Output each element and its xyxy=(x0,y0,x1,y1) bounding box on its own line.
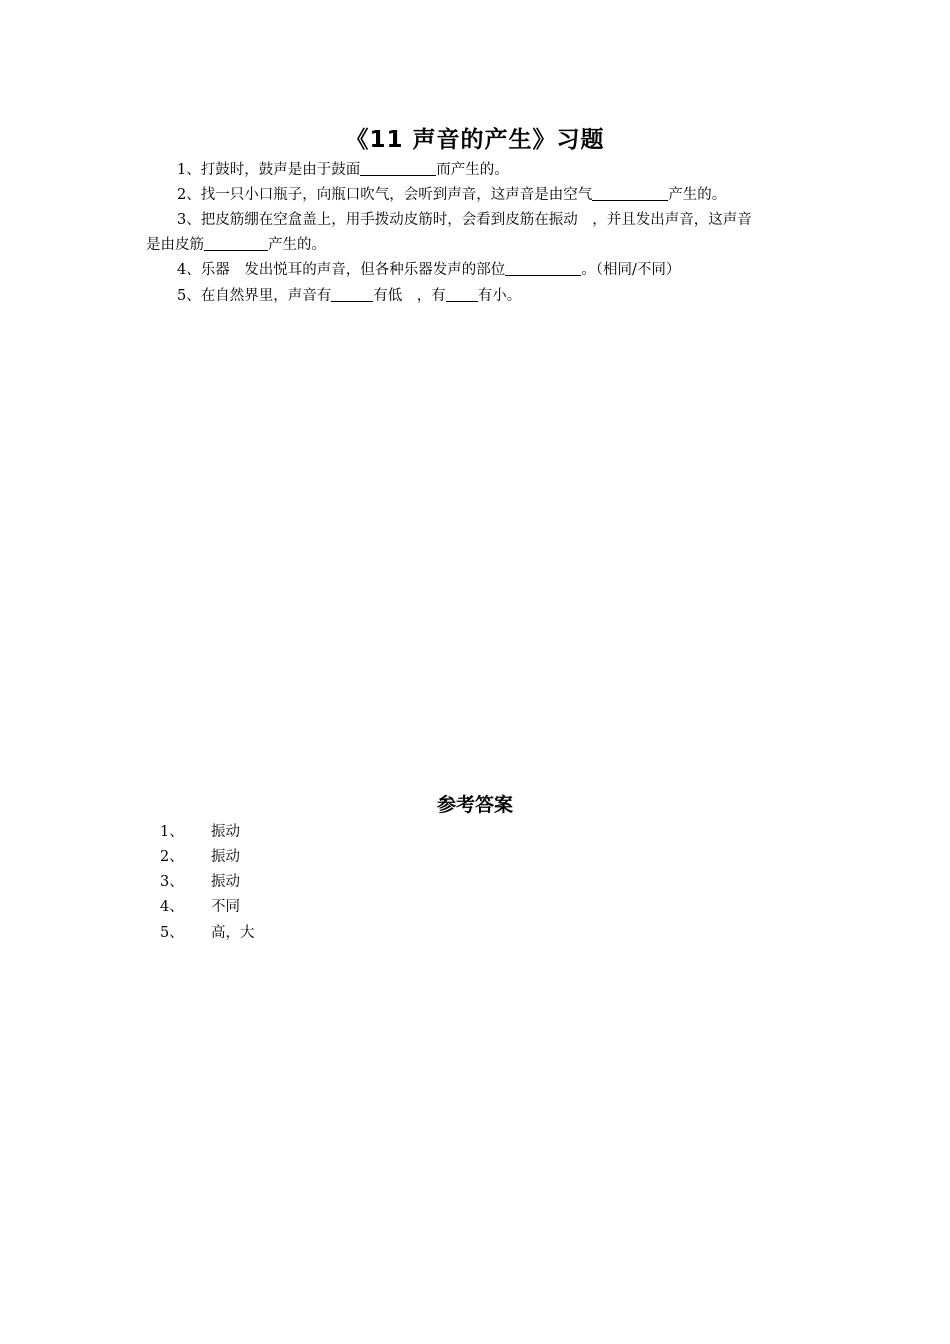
question-text: 3、把皮筋绷在空盒盖上，用手拨动皮筋时，会看到皮筋在振动 ，并且发出声音，这声音 xyxy=(177,212,752,228)
answer-number: 1、 xyxy=(160,824,184,840)
question-text: 是由皮筋 xyxy=(146,237,204,253)
answer-number: 4、 xyxy=(160,899,184,915)
answer-row xyxy=(160,820,240,844)
question-text: 而产生的。 xyxy=(436,162,509,178)
answer-blank xyxy=(505,259,581,276)
answer-blank xyxy=(360,159,436,176)
answer-row xyxy=(160,895,240,919)
answer-number: 2、 xyxy=(160,849,184,865)
answer-row xyxy=(160,870,240,894)
page-title: 《11 声音的产生》习题 xyxy=(345,127,605,153)
answer-number: 5、 xyxy=(160,925,184,941)
question-1 xyxy=(177,158,509,182)
question-text: 有低 ，有 xyxy=(373,288,446,304)
answer-row xyxy=(160,845,240,869)
answer-text: 振动 xyxy=(211,849,240,865)
answer-row xyxy=(160,921,255,945)
answer-number: 3、 xyxy=(160,874,184,890)
question-5 xyxy=(177,284,521,308)
question-text: 。（相同/不同） xyxy=(581,262,681,278)
question-text: 产生的。 xyxy=(268,237,326,253)
answer-blank xyxy=(204,234,268,251)
question-text: 产生的。 xyxy=(668,187,727,203)
question-2 xyxy=(177,183,726,207)
question-text: 2、找一只小口瓶子，向瓶口吹气，会听到声音，这声音是由空气 xyxy=(177,187,593,203)
answers-heading: 参考答案 xyxy=(436,794,513,816)
question-text: 4、乐器 发出悦耳的声音，但各种乐器发声的部位 xyxy=(177,262,506,278)
question-text: 有小。 xyxy=(477,288,522,304)
question-text: 1、打鼓时，鼓声是由于鼓面 xyxy=(177,162,361,178)
question-text: 5、在自然界里，声音有 xyxy=(177,288,332,304)
question-4 xyxy=(177,258,680,282)
answer-text: 振动 xyxy=(211,874,240,890)
answer-blank xyxy=(331,285,373,302)
answer-text: 高，大 xyxy=(211,925,255,941)
question-3-line-2 xyxy=(146,233,326,257)
question-3-line-1 xyxy=(177,208,752,232)
answer-text: 不同 xyxy=(211,899,240,915)
answer-text: 振动 xyxy=(211,824,240,840)
answer-blank xyxy=(592,184,668,201)
answer-blank xyxy=(446,285,478,302)
